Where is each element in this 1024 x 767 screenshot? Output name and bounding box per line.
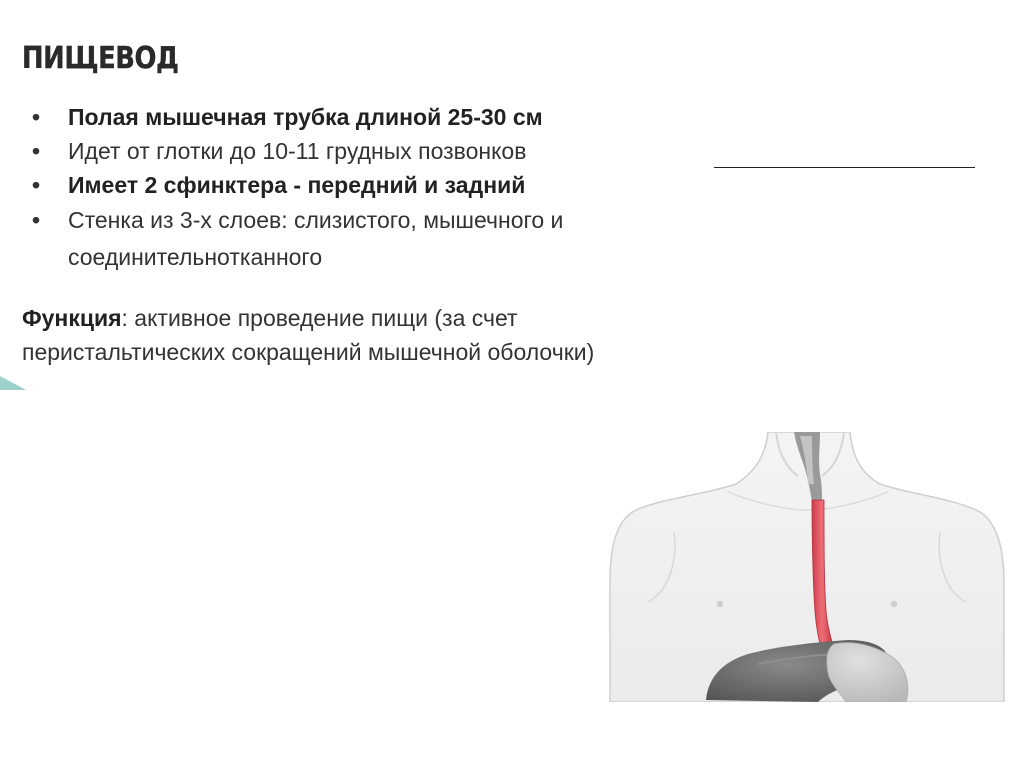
corner-accent-triangle — [0, 376, 26, 390]
bullet-text: Имеет 2 сфинктера - передний и задний — [68, 172, 526, 198]
function-paragraph — [22, 301, 722, 369]
bullet-icon: • — [32, 172, 41, 198]
function-text: : активное проведение пищи (за счет перистальтических сокращений мышечной оболочки) — [22, 305, 595, 365]
bullet-item — [30, 134, 710, 168]
bullet-item — [30, 100, 710, 134]
bullet-icon: • — [32, 207, 41, 233]
bullet-icon: • — [32, 138, 41, 164]
bullet-text: Стенка из 3-х слоев: слизистого, мышечного и соединительнотканного — [68, 207, 564, 270]
blank-underline — [714, 167, 975, 168]
bullet-text: Идет от глотки до 10-11 грудных позвонков — [68, 138, 527, 164]
esophagus-anatomy-illustration — [608, 432, 1006, 702]
slide-title: ПИЩЕВОД — [22, 41, 179, 76]
bullet-item — [30, 202, 710, 276]
bullet-text: Полая мышечная трубка длиной 25-30 см — [68, 104, 543, 130]
bullet-icon: • — [32, 104, 41, 130]
bullet-item — [30, 168, 710, 202]
function-label: Функция — [22, 305, 122, 331]
bullet-list — [30, 100, 710, 276]
